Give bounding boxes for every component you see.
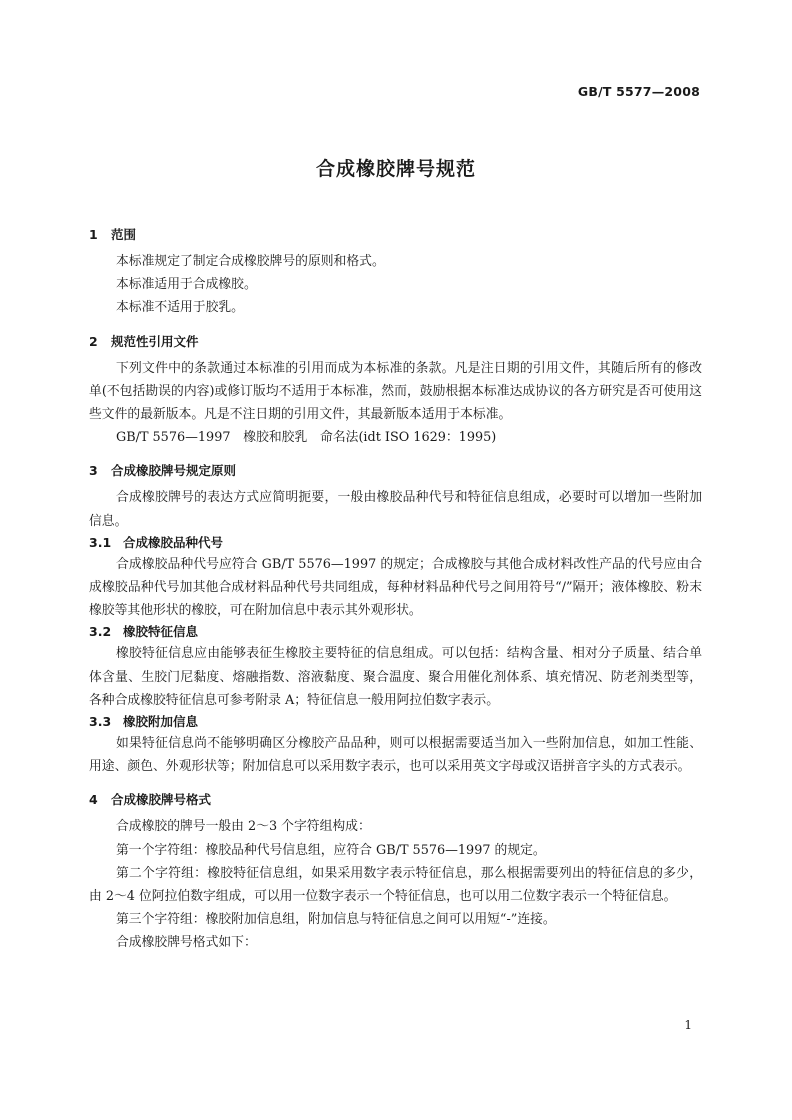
paragraph: 合成橡胶的牌号一般由 2～3 个字符组构成： xyxy=(116,819,371,835)
standard-number: GB/T 5577—2008 xyxy=(577,84,700,99)
section-heading-3 xyxy=(89,461,702,481)
paragraph: 本标准不适用于胶乳。 xyxy=(116,300,244,316)
paragraph: 合成橡胶牌号的表达方式应简明扼要，一般由橡胶品种代号和特征信息组成，必要时可以增加一些附加信息。 xyxy=(89,490,702,529)
section-number: 1 xyxy=(89,227,98,242)
paragraph: 第二个字符组：橡胶特征信息组，如果采用数字表示特征信息，那么根据需要列出的特征信息的多少，由 2～4 位阿拉伯数字组成，可以用一位数字表示一个特征信息，也可以用二位数字表示一个特征信息。 xyxy=(89,865,702,905)
section-title: 规范性引用文件 xyxy=(111,333,199,349)
subsection-number: 3.2 xyxy=(89,624,112,640)
subsection-heading-3-1 xyxy=(89,533,702,553)
paragraph: 本标准适用于合成橡胶。 xyxy=(116,277,257,293)
paragraph: 第一个字符组：橡胶品种代号信息组，应符合 GB/T 5576—1997 的规定。 xyxy=(116,842,546,858)
subsection-title: 合成橡胶品种代号 xyxy=(123,534,224,550)
section-heading-4 xyxy=(89,790,702,810)
section-title: 合成橡胶牌号规定原则 xyxy=(111,463,237,479)
paragraph: 第三个字符组：橡胶附加信息组，附加信息与特征信息之间可以用短“-”连接。 xyxy=(116,912,556,928)
section-heading-1 xyxy=(89,225,702,245)
subsection-heading-3-3 xyxy=(89,712,702,732)
reference-entry: GB/T 5576—1997 橡胶和胶乳 命名法(idt ISO 1629：1995) xyxy=(116,430,497,446)
paragraph: 橡胶特征信息应由能够表征生橡胶主要特征的信息组成。可以包括：结构含量、相对分子质量、结合单体含量、生胶门尼黏度、熔融指数、溶液黏度、聚合温度、聚合用催化剂体系、填充情况、防老剂类型等，各种合成橡胶特征信息可参考附录 A；特征信息一般用阿拉伯数字表示。 xyxy=(89,646,702,708)
subsection-title: 橡胶附加信息 xyxy=(123,714,199,730)
subsection-heading-3-2 xyxy=(89,622,702,642)
document-title: 合成橡胶牌号规范 xyxy=(315,158,476,180)
paragraph: 合成橡胶牌号格式如下： xyxy=(116,935,257,951)
document-body xyxy=(89,225,702,955)
subsection-number: 3.3 xyxy=(89,714,112,730)
paragraph: 如果特征信息尚不能够明确区分橡胶产品品种，则可以根据需要适当加入一些附加信息，如加工性能、用途、颜色、外观形状等；附加信息可以采用数字表示，也可以采用英文字母或汉语拼音字头的方式表示。 xyxy=(89,736,702,775)
section-number: 4 xyxy=(89,792,98,808)
paragraph: 下列文件中的条款通过本标准的引用而成为本标准的条款。凡是注日期的引用文件，其随后所有的修改单(不包括勘误的内容)或修订版均不适用于本标准，然而，鼓励根据本标准达成协议的各方研究是否可使用这些文件的最新版本。凡是不注日期的引用文件，其最新版本适用于本标准。 xyxy=(89,360,702,423)
section-title: 合成橡胶牌号格式 xyxy=(111,792,212,808)
paragraph: 合成橡胶品种代号应符合 GB/T 5576—1997 的规定；合成橡胶与其他合成材料改性产品的代号应由合成橡胶品种代号加其他合成材料品种代号共同组成，每种材料品种代号之间用符号“/”隔开；液体橡胶、粉末橡胶等其他形状的橡胶，可在附加信息中表示其外观形状。 xyxy=(89,556,702,619)
subsection-title: 橡胶特征信息 xyxy=(123,624,199,640)
section-number: 2 xyxy=(89,333,98,349)
subsection-number: 3.1 xyxy=(89,534,112,550)
section-heading-2 xyxy=(89,332,702,352)
paragraph: 本标准规定了制定合成橡胶牌号的原则和格式。 xyxy=(116,254,385,269)
section-number: 3 xyxy=(89,463,98,479)
section-title: 范围 xyxy=(111,227,137,242)
page-number: 1 xyxy=(684,1018,692,1032)
